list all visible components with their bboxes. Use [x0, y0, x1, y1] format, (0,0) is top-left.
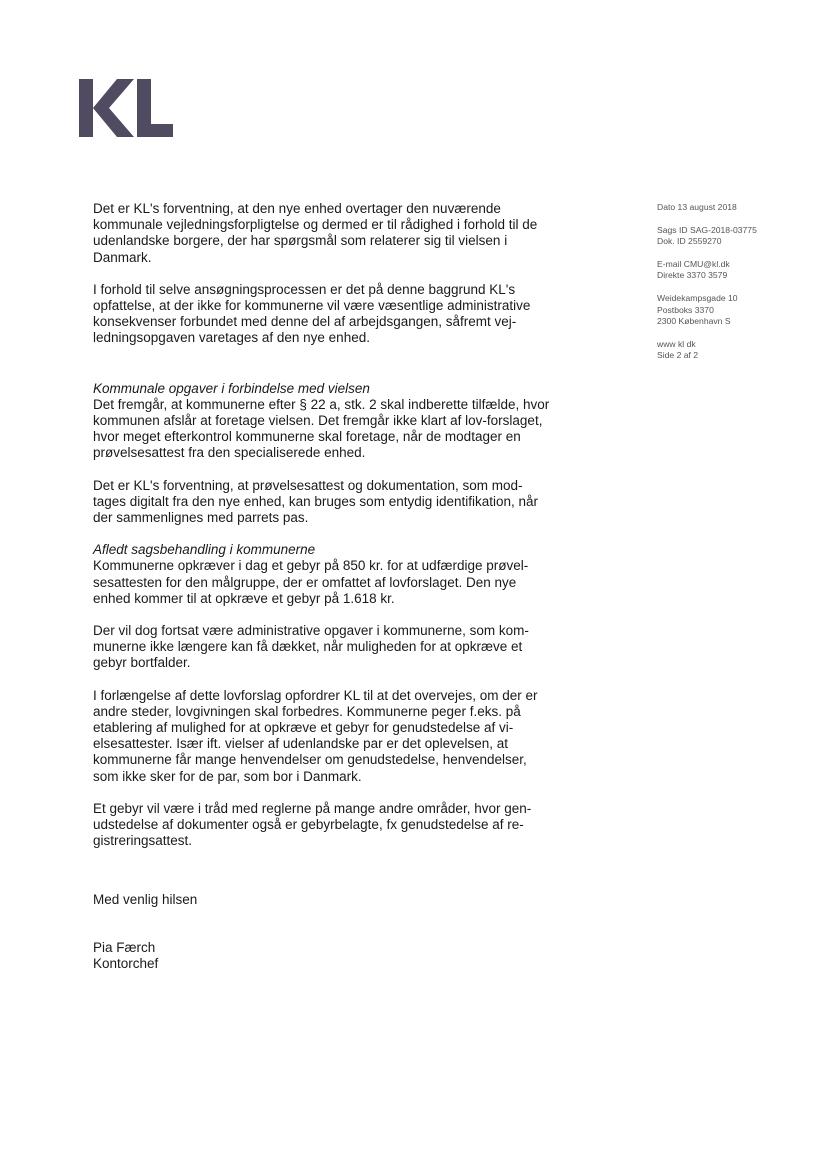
section-heading: Kommunale opgaver i forbindelse med vielsen: [93, 380, 370, 396]
paragraph: Kommunerne opkræver i dag et gebyr på 850 kr. for at udfærdige prøvel-sesattesten for den målgruppe, der er omfattet af lovforslaget. Den nye enhed kommer til at opkræve et gebyr på 1.618 kr.: [93, 558, 529, 606]
kl-logo: [79, 79, 175, 139]
paragraph: I forhold til selve ansøgningsprocessen er det på denne baggrund KL's opfattelse, at der ikke for kommunerne vil være væsentlige administrative konsekvenser forbundet med denne del af arbejdsgangen, såfremt vej-ledningsopgaven varetages af den nye enhed.: [93, 281, 531, 346]
page-number: Side 2 af 2: [657, 350, 699, 361]
document-metadata: [657, 202, 807, 373]
paragraph: Et gebyr vil være i tråd med reglerne på mange andre områder, hvor gen-udstedelse af dokumenter også er gebyrbelagte, fx genudstedelse af re-gistreringsattest.: [93, 800, 532, 849]
signer-name: Pia Færch: [93, 940, 156, 955]
signer-title: Kontorchef: [93, 956, 159, 972]
closing-salutation: Med venlig hilsen: [93, 892, 198, 907]
website-line: www kl dk: [657, 338, 696, 349]
letter-body: [93, 201, 555, 866]
sags-id-line: Sags ID SAG-2018-03775: [657, 224, 757, 235]
paragraph: Der vil dog fortsat være administrative opgaver i kommunerne, som kom-munerne ikke længere kan få dækket, når muligheden for at opkræve et gebyr bortfalder.: [93, 623, 529, 671]
address-line-3: 2300 København S: [657, 316, 731, 327]
paragraph: Det er KL's forventning, at prøvelsesattest og dokumentation, som mod-tages digitalt fra den nye enhed, kan bruges som entydig identifikation, når der sammenlignes med parrets pas.: [93, 477, 539, 526]
direkte-line: Direkte 3370 3579: [657, 270, 728, 281]
dok-id-line: Dok. ID 2559270: [657, 236, 722, 247]
address-line-2: Postboks 3370: [657, 304, 714, 315]
paragraph: I forlængelse af dette lovforslag opfordrer KL til at det overvejes, om der er andre steder, lovgivningen skal forbedres. Kommunerne peger f.eks. på etablering af mulighed for at opkræve et gebyr for genudstedelse af vi-elsesattester. Især ift. vielser af udenlandske par er det oplevelsen, at kommunerne får mange henvendelser om genudstedelse, henvendelser, som ikke sker for de par, som bor i Danmark.: [93, 687, 538, 784]
paragraph: Det er KL's forventning, at den nye enhed overtager den nuværende kommunale vejledningsforpligtelse og dermed er til rådighed i forhold til de udenlandske borgere, der har spørgsmål som relaterer sig til vielsen i Danmark.: [93, 201, 538, 265]
date-line: Dato 13 august 2018: [657, 202, 737, 212]
address-line-1: Weidekampsgade 10: [657, 292, 738, 303]
paragraph: Det fremgår, at kommunerne efter § 22 a, stk. 2 skal indberette tilfælde, hvor kommunen afslår at foretage vielsen. Det fremgår ikke klart af lov-forslaget, hvor meget efterkontrol kommunerne skal foretage, når de modtager en prøvelsesattest fra den specialiserede enhed.: [93, 396, 550, 461]
section-heading: Afledt sagsbehandling i kommunerne: [93, 542, 316, 558]
email-line: E-mail CMU@kl.dk: [657, 258, 730, 269]
signature-block: [93, 940, 393, 972]
